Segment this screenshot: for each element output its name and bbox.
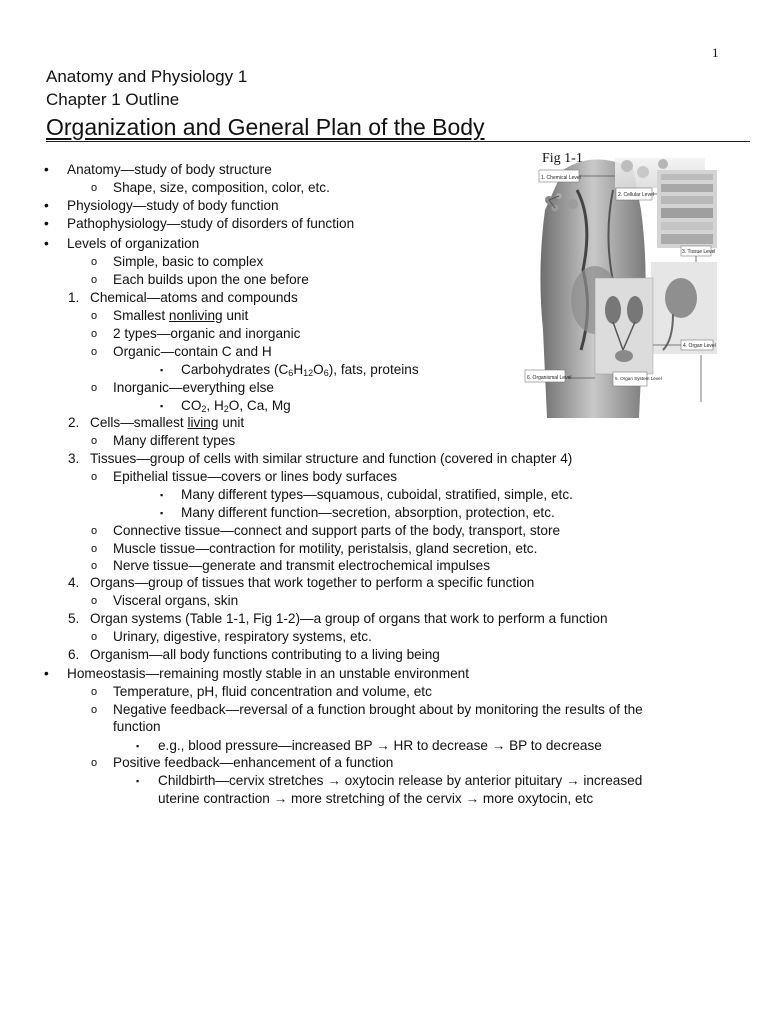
levels-of-organization-figure [523,150,721,420]
organ-system-level-label: 5. Organ System Level [615,376,662,381]
page-title: Organization and General Plan of the Body [46,113,750,142]
tissue-level-label: 3. Tissue Level [682,249,716,255]
chapter-title: Chapter 1 Outline [46,90,180,109]
figure-caption: Fig 1-1 [542,151,583,166]
page-number: 1 [712,45,719,60]
course-title: Anatomy and Physiology 1 [46,67,248,86]
chemical-level-label: 1. Chemical Level [541,175,581,181]
organ-level-label: 4. Organ Level [683,343,716,349]
organismal-level-label: 6. Organismal Level [527,375,572,381]
cellular-level-label: 2. Cellular Level [618,192,654,198]
